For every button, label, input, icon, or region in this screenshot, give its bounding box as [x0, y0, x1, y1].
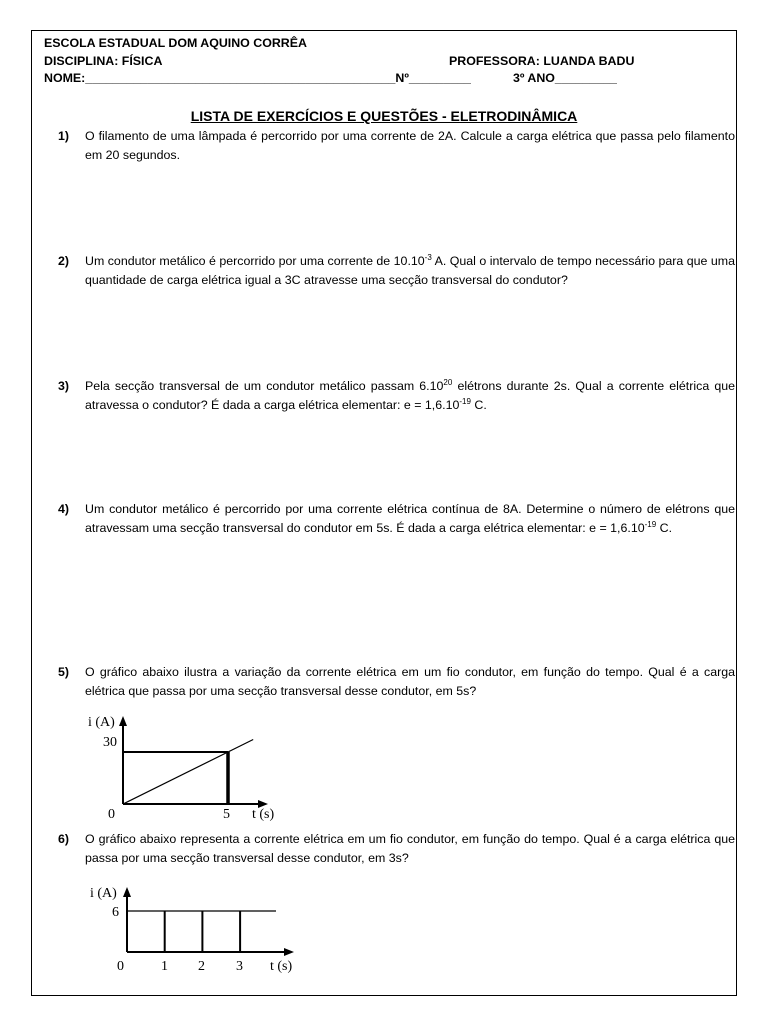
question-number: 3)	[58, 379, 70, 393]
x-tick-label: 3	[236, 959, 243, 974]
x-tick-label: 2	[198, 959, 205, 974]
x-axis-label: t (s)	[252, 807, 275, 822]
x-tick-label: 1	[161, 959, 168, 974]
x-tick-label: 5	[223, 807, 230, 822]
y-axis-label: i (A)	[88, 715, 115, 730]
question-text: O filamento de uma lâmpada é percorrido por uma corrente de 2A. Calcule a carga elétrica que passa pelo filamento em 20 segundos.	[85, 129, 735, 162]
page-title: LISTA DE EXERCÍCIOS E QUESTÕES - ELETRODINÂMICA	[190, 108, 578, 124]
teacher: PROFESSORA: LUANDA BADU	[449, 54, 635, 68]
school-name: ESCOLA ESTADUAL DOM AQUINO CORRÊA	[44, 36, 307, 50]
y-axis-arrow	[123, 887, 131, 897]
question-number: 6)	[58, 832, 70, 846]
x-axis-arrow	[284, 948, 294, 956]
x-axis-label: t (s)	[270, 959, 293, 974]
question-number: 4)	[58, 502, 70, 516]
question-number: 5)	[58, 665, 70, 679]
question-number: 2)	[58, 254, 70, 268]
x-tick-label: 0	[117, 959, 124, 974]
question-text: Um condutor metálico é percorrido por uma corrente elétrica contínua de 8A. Determine o número de elétrons que atravessam uma secção transversal do condutor em 5s. É dada a carga elétrica elementar: $e = 1,6.10^{-19}$ C.	[85, 502, 735, 535]
year-field[interactable]: 3º ANO_________	[513, 71, 617, 85]
name-field[interactable]: NOME:_____________________________________________Nº_________	[44, 71, 471, 85]
question-text: Pela secção transversal de um condutor metálico passam 6.10$^{20}$ elétrons durante 2s. Qual a corrente elétrica que atravessa o condutor? É dada a carga elétrica elementar: $e = 1,6.10^{-19}$ C.	[85, 378, 735, 412]
question-text: O gráfico abaixo representa a corrente elétrica em um fio condutor, em função do tempo. Qual é a carga elétrica que passa por uma secção transversal desse condutor, em 3s?	[85, 832, 735, 865]
y-tick-label: 6	[112, 905, 119, 920]
y-axis-label: i (A)	[90, 886, 117, 901]
discipline: DISCIPLINA: FÍSICA	[44, 54, 163, 68]
question-number: 1)	[58, 129, 70, 143]
question-text: Um condutor metálico é percorrido por uma corrente de $10.10^{-3}$ A. Qual o intervalo de tempo necessário para que uma quantidade de carga elétrica igual a 3C atravesse uma secção transversal do condutor?	[85, 253, 735, 287]
question-text: O gráfico abaixo ilustra a variação da corrente elétrica em um fio condutor, em função do tempo. Qual é a carga elétrica que passa por uma secção transversal desse condutor, em 5s?	[85, 665, 735, 698]
y-tick-label: 30	[103, 735, 117, 750]
x-tick-label: 0	[108, 807, 115, 822]
